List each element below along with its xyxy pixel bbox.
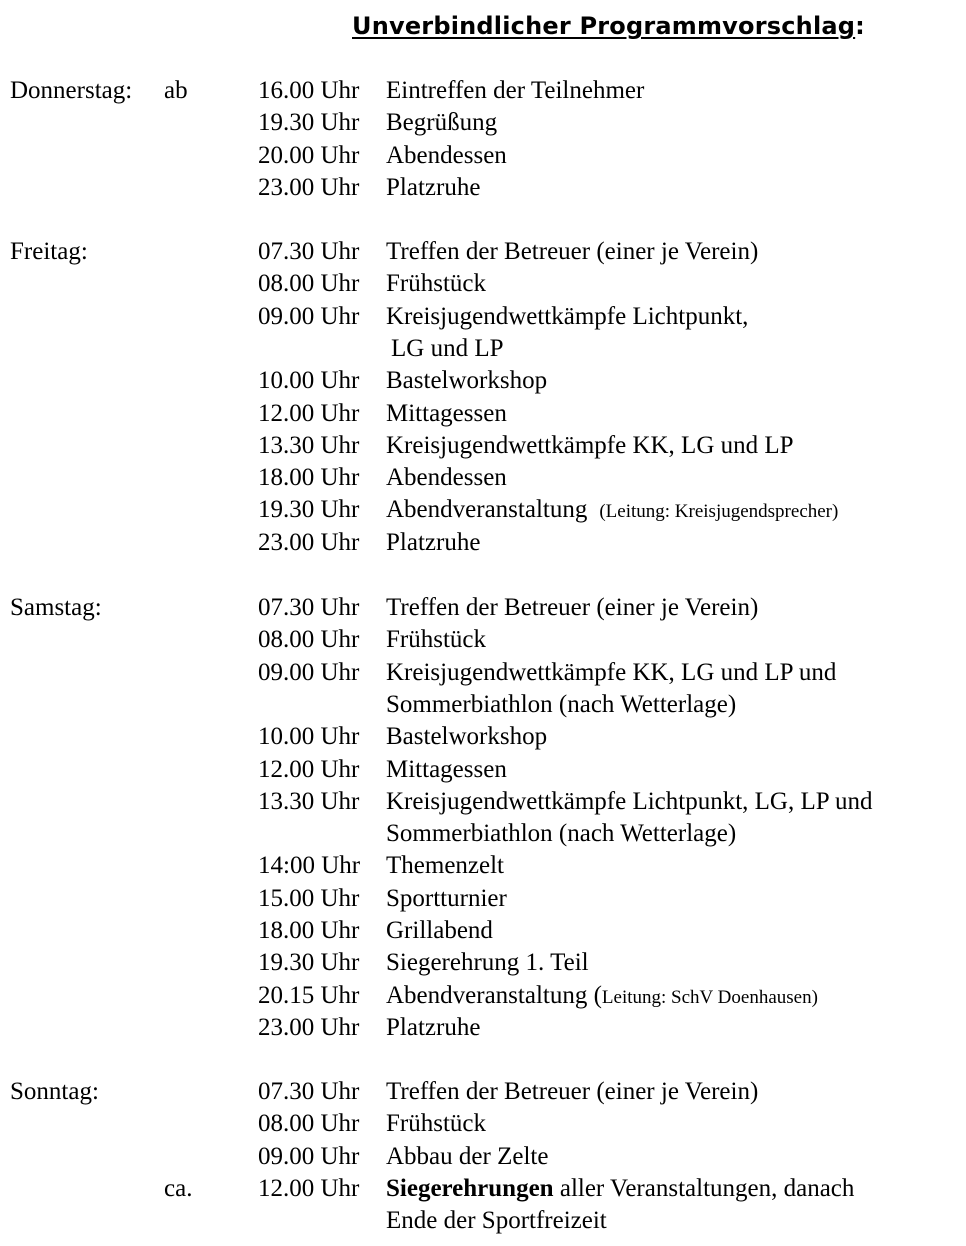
- day-label: Sonntag:: [10, 1078, 99, 1105]
- time-label: 07.30 Uhr: [258, 594, 360, 621]
- event-text: Abbau der Zelte: [386, 1142, 549, 1170]
- event-description-continued: Sommerbiathlon (nach Wetterlage): [386, 690, 737, 718]
- event-description: [386, 786, 872, 818]
- event-text: Frühstück: [386, 626, 486, 654]
- event-description: [386, 107, 497, 139]
- time-label: 08.00 Uhr: [258, 626, 360, 654]
- day-label: Samstag:: [10, 594, 102, 621]
- event-text: Frühstück: [386, 270, 486, 298]
- event-description: [386, 494, 838, 528]
- schedule-row-continuation: [0, 333, 966, 365]
- schedule-row-continuation: [0, 818, 966, 850]
- event-text: Platzruhe: [386, 1013, 481, 1041]
- event-description: [386, 1141, 548, 1173]
- event-description: [386, 301, 748, 333]
- time-label: 18.00 Uhr: [258, 917, 360, 944]
- schedule-row: [0, 494, 966, 526]
- event-text: Frühstück: [386, 1110, 486, 1138]
- event-text: Treffen der Betreuer (einer je Verein): [386, 1078, 759, 1105]
- day-label: Freitag:: [10, 238, 88, 265]
- schedule-row: [0, 786, 966, 818]
- time-label: 19.30 Uhr: [258, 949, 360, 977]
- event-text: Platzruhe: [386, 528, 481, 556]
- event-description: [386, 172, 480, 204]
- schedule-row-continuation: [0, 689, 966, 721]
- schedule-row: [0, 1012, 966, 1044]
- event-description: [386, 883, 507, 915]
- schedule-row: [0, 947, 966, 979]
- time-label: 09.00 Uhr: [258, 302, 360, 330]
- schedule-row: [0, 268, 966, 300]
- time-label: 10.00 Uhr: [258, 367, 360, 395]
- event-description: [386, 527, 480, 559]
- event-description: [386, 462, 507, 494]
- event-note: Leitung: SchV Doenhausen): [601, 986, 818, 1008]
- event-description: [386, 721, 547, 753]
- event-description: [386, 850, 504, 882]
- event-description: [386, 1012, 480, 1044]
- schedule-row: [0, 1141, 966, 1173]
- event-text: Kreisjugendwettkämpfe Lichtpunkt, LG, LP und: [386, 787, 873, 815]
- time-label: 08.00 Uhr: [258, 270, 360, 298]
- event-text: Eintreffen der Teilnehmer: [386, 77, 645, 104]
- event-text: Abendveranstaltung (: [386, 981, 602, 1009]
- event-note: (Leitung: Kreisjugendsprecher): [599, 501, 839, 523]
- time-label: 14:00 Uhr: [258, 852, 361, 880]
- time-label: 23.00 Uhr: [258, 528, 360, 556]
- event-text: Kreisjugendwettkämpfe KK, LG und LP: [386, 431, 794, 459]
- schedule-row: [0, 850, 966, 882]
- event-description-continued: Ende der Sportfreizeit: [386, 1207, 607, 1235]
- schedule-row: [0, 75, 966, 107]
- event-description: [386, 657, 836, 689]
- schedule-row: [0, 236, 966, 268]
- schedule-row: [0, 624, 966, 656]
- event-description: [386, 365, 547, 397]
- event-description-continued: Sommerbiathlon (nach Wetterlage): [386, 820, 737, 848]
- schedule-row: [0, 1076, 966, 1108]
- time-label: 10.00 Uhr: [258, 723, 360, 751]
- schedule-row: [0, 398, 966, 430]
- event-description: [386, 1076, 758, 1108]
- schedule-row: [0, 462, 966, 494]
- event-description-continued: LG und LP: [391, 334, 504, 362]
- time-label: 19.30 Uhr: [258, 496, 360, 524]
- event-text: Mittagessen: [386, 399, 507, 427]
- event-text: Kreisjugendwettkämpfe Lichtpunkt,: [386, 302, 749, 330]
- schedule-row: [0, 430, 966, 462]
- event-text: Bastelworkshop: [386, 367, 548, 395]
- event-text: Sportturnier: [386, 884, 507, 912]
- event-text: Kreisjugendwettkämpfe KK, LG und LP und: [386, 658, 837, 686]
- event-description: [386, 624, 486, 656]
- time-label: 20.15 Uhr: [258, 981, 360, 1009]
- time-label: 09.00 Uhr: [258, 658, 360, 686]
- event-description: [386, 915, 493, 947]
- event-description: [386, 430, 794, 462]
- schedule-row: [0, 140, 966, 172]
- schedule-row: [0, 883, 966, 915]
- page-title-colon: :: [855, 12, 865, 40]
- event-highlight: Siegerehrungen: [386, 1174, 554, 1202]
- event-description: [386, 268, 486, 300]
- time-label: 12.00 Uhr: [258, 399, 360, 427]
- event-text: Abendveranstaltung: [386, 496, 588, 524]
- schedule-row: [0, 754, 966, 786]
- event-text: Grillabend: [386, 917, 493, 944]
- time-label: 13.30 Uhr: [258, 787, 360, 815]
- event-text: Siegerehrung 1. Teil: [386, 949, 589, 977]
- time-label: 12.00 Uhr: [258, 1174, 360, 1202]
- schedule-row: [0, 301, 966, 333]
- schedule-row: [0, 980, 966, 1012]
- time-label: 23.00 Uhr: [258, 1013, 360, 1041]
- time-label: 20.00 Uhr: [258, 141, 360, 169]
- event-description: [386, 140, 507, 172]
- event-text: Treffen der Betreuer (einer je Verein): [386, 594, 759, 621]
- event-description: [386, 592, 758, 624]
- time-label: 07.30 Uhr: [258, 238, 360, 265]
- event-text: Treffen der Betreuer (einer je Verein): [386, 238, 759, 265]
- schedule-row: [0, 721, 966, 753]
- time-label: 13.30 Uhr: [258, 431, 360, 459]
- schedule-row: [0, 1173, 966, 1205]
- event-description: [386, 398, 507, 430]
- time-label: 07.30 Uhr: [258, 1078, 360, 1105]
- time-label: 12.00 Uhr: [258, 755, 360, 783]
- event-text: Themenzelt: [386, 852, 504, 880]
- event-text: Abendessen: [386, 141, 507, 169]
- schedule-row: [0, 107, 966, 139]
- time-label: 15.00 Uhr: [258, 884, 360, 912]
- schedule-row: [0, 527, 966, 559]
- time-prefix: ab: [164, 77, 188, 104]
- schedule-row: [0, 592, 966, 624]
- page-title-text: Unverbindlicher Programmvorschlag: [352, 12, 856, 40]
- time-label: 23.00 Uhr: [258, 173, 360, 201]
- page-title: [352, 12, 865, 40]
- event-text: Bastelworkshop: [386, 723, 548, 751]
- time-prefix: ca.: [164, 1174, 193, 1202]
- time-label: 08.00 Uhr: [258, 1110, 360, 1138]
- event-description: [386, 75, 644, 107]
- schedule-row: [0, 915, 966, 947]
- event-text: Begrüßung: [386, 109, 498, 137]
- event-text: Abendessen: [386, 464, 507, 492]
- schedule-row: [0, 1108, 966, 1140]
- schedule-row: [0, 365, 966, 397]
- time-label: 09.00 Uhr: [258, 1142, 360, 1170]
- time-label: 18.00 Uhr: [258, 464, 360, 492]
- event-description: [386, 1173, 854, 1205]
- event-description: [386, 754, 507, 786]
- event-text: aller Veranstaltungen, danach: [553, 1174, 855, 1202]
- schedule-row-continuation: [0, 1205, 966, 1237]
- schedule-row: [0, 657, 966, 689]
- event-description: [386, 980, 818, 1014]
- time-label: 16.00 Uhr: [258, 77, 360, 104]
- time-label: 19.30 Uhr: [258, 109, 360, 137]
- event-description: [386, 1108, 486, 1140]
- event-text: Platzruhe: [386, 173, 481, 201]
- event-text: Mittagessen: [386, 755, 507, 783]
- schedule-row: [0, 172, 966, 204]
- event-description: [386, 947, 589, 979]
- event-description: [386, 236, 758, 268]
- day-label: Donnerstag:: [10, 77, 133, 104]
